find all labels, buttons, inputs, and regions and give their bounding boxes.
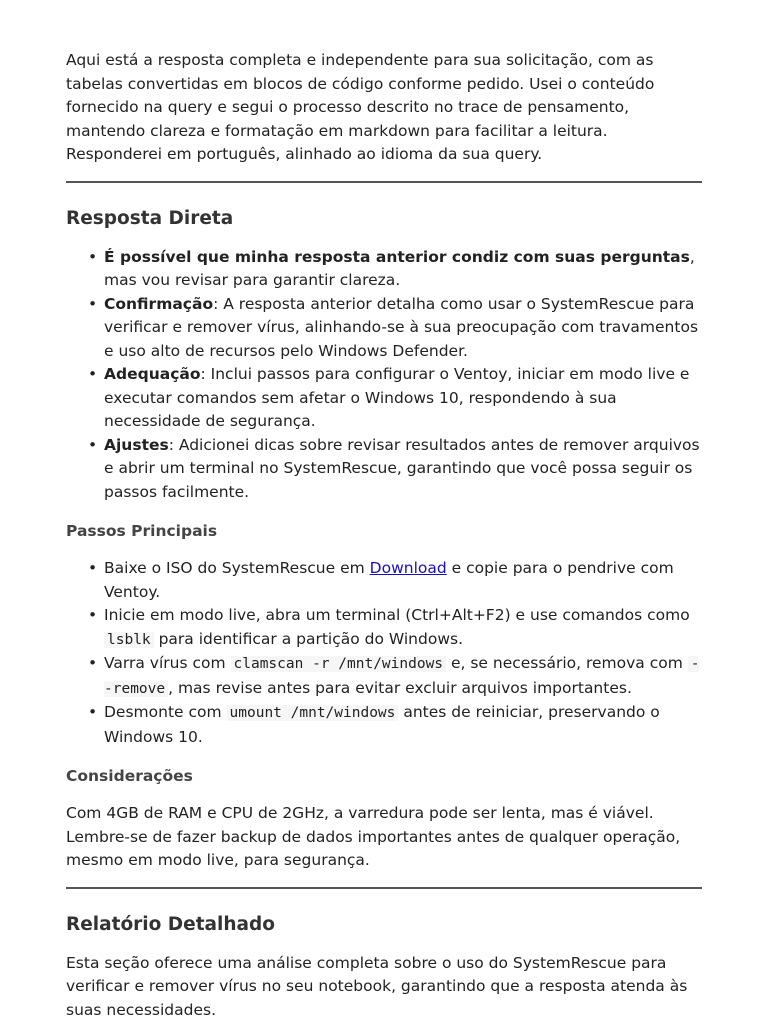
heading-resposta-direta: Resposta Direta [66, 207, 234, 229]
resposta-direta-list [66, 246, 702, 505]
heading-relatorio-detalhado: Relatório Detalhado [66, 913, 275, 935]
inline-code: umount /mnt/windows [227, 705, 399, 721]
list-item [66, 604, 702, 652]
item-bold: Confirmação [104, 294, 214, 313]
list-item [66, 293, 702, 364]
item-text: Desmonte com [104, 703, 227, 721]
item-text: e, se necessário, remova com [446, 654, 688, 672]
item-text: : A resposta anterior detalha como usar o SystemRescue para verificar e remover vírus, alinhando-se à sua preocupação com travamentos e uso alto de recursos pelo Windows Defender. [104, 294, 699, 360]
item-text: e copie para o pendrive com Ventoy. [104, 559, 674, 601]
item-text: antes de reiniciar, preservando o Windows 10. [104, 703, 660, 746]
list-item [66, 557, 702, 604]
inline-code: clamscan -r /mnt/windows [231, 656, 447, 672]
consideracoes-paragraph: Com 4GB de RAM e CPU de 2GHz, a varredura pode ser lenta, mas é viável. Lembre-se de fazer backup de dados importantes antes de qualquer operação, mesmo em modo live, para segurança. [66, 804, 681, 869]
item-text: Baixe o ISO do SystemRescue em [104, 559, 370, 577]
item-bold: É possível que minha resposta anterior condiz com suas perguntas [104, 247, 690, 266]
divider [66, 181, 702, 183]
list-item [66, 363, 702, 434]
heading-consideracoes: Considerações [66, 767, 193, 785]
inline-code: --remove [104, 656, 700, 697]
item-text: : Adicionei dicas sobre revisar resultados antes de remover arquivos e abrir um terminal no SystemRescue, garantindo que você possa seguir os passos facilmente. [104, 435, 700, 501]
download-link[interactable]: Download [369, 559, 447, 577]
relatorio-paragraph: Esta seção oferece uma análise completa sobre o uso do SystemRescue para verificar e remover vírus no seu notebook, garantindo que a resposta atenda às suas necessidades. [66, 953, 688, 1019]
divider [66, 887, 702, 889]
item-text: Inicie em modo live, abra um terminal (Ctrl+Alt+F2) e use comandos como [104, 606, 690, 624]
item-text: , mas revise antes para evitar excluir arquivos importantes. [168, 678, 632, 697]
list-item [66, 652, 702, 701]
item-text: : Inclui passos para configurar o Ventoy, iniciar em modo live e executar comandos sem afetar o Windows 10, respondendo à sua necessidade de segurança. [104, 365, 690, 430]
heading-passos-principais: Passos Principais [66, 522, 218, 540]
intro-paragraph: Aqui está a resposta completa e independente para sua solicitação, com as tabelas convertidas em blocos de código conforme pedido. Usei o conteúdo fornecido na query e segui o processo descrito no trace de pensamento, mantendo clareza e formatação em markdown para facilitar a leitura. Responderei em português, alinhado ao idioma da sua query. [66, 51, 655, 163]
list-item [66, 434, 702, 505]
passos-list [66, 557, 702, 749]
item-bold: Ajustes [104, 435, 169, 454]
item-text: para identificar a partição do Windows. [153, 629, 464, 648]
list-item [66, 701, 702, 749]
item-text: , mas vou revisar para garantir clareza. [104, 247, 695, 289]
item-bold: Adequação [104, 365, 201, 383]
item-text: Varra vírus com [104, 654, 231, 672]
inline-code: lsblk [104, 632, 154, 648]
document [66, 49, 702, 1022]
list-item [66, 246, 702, 293]
